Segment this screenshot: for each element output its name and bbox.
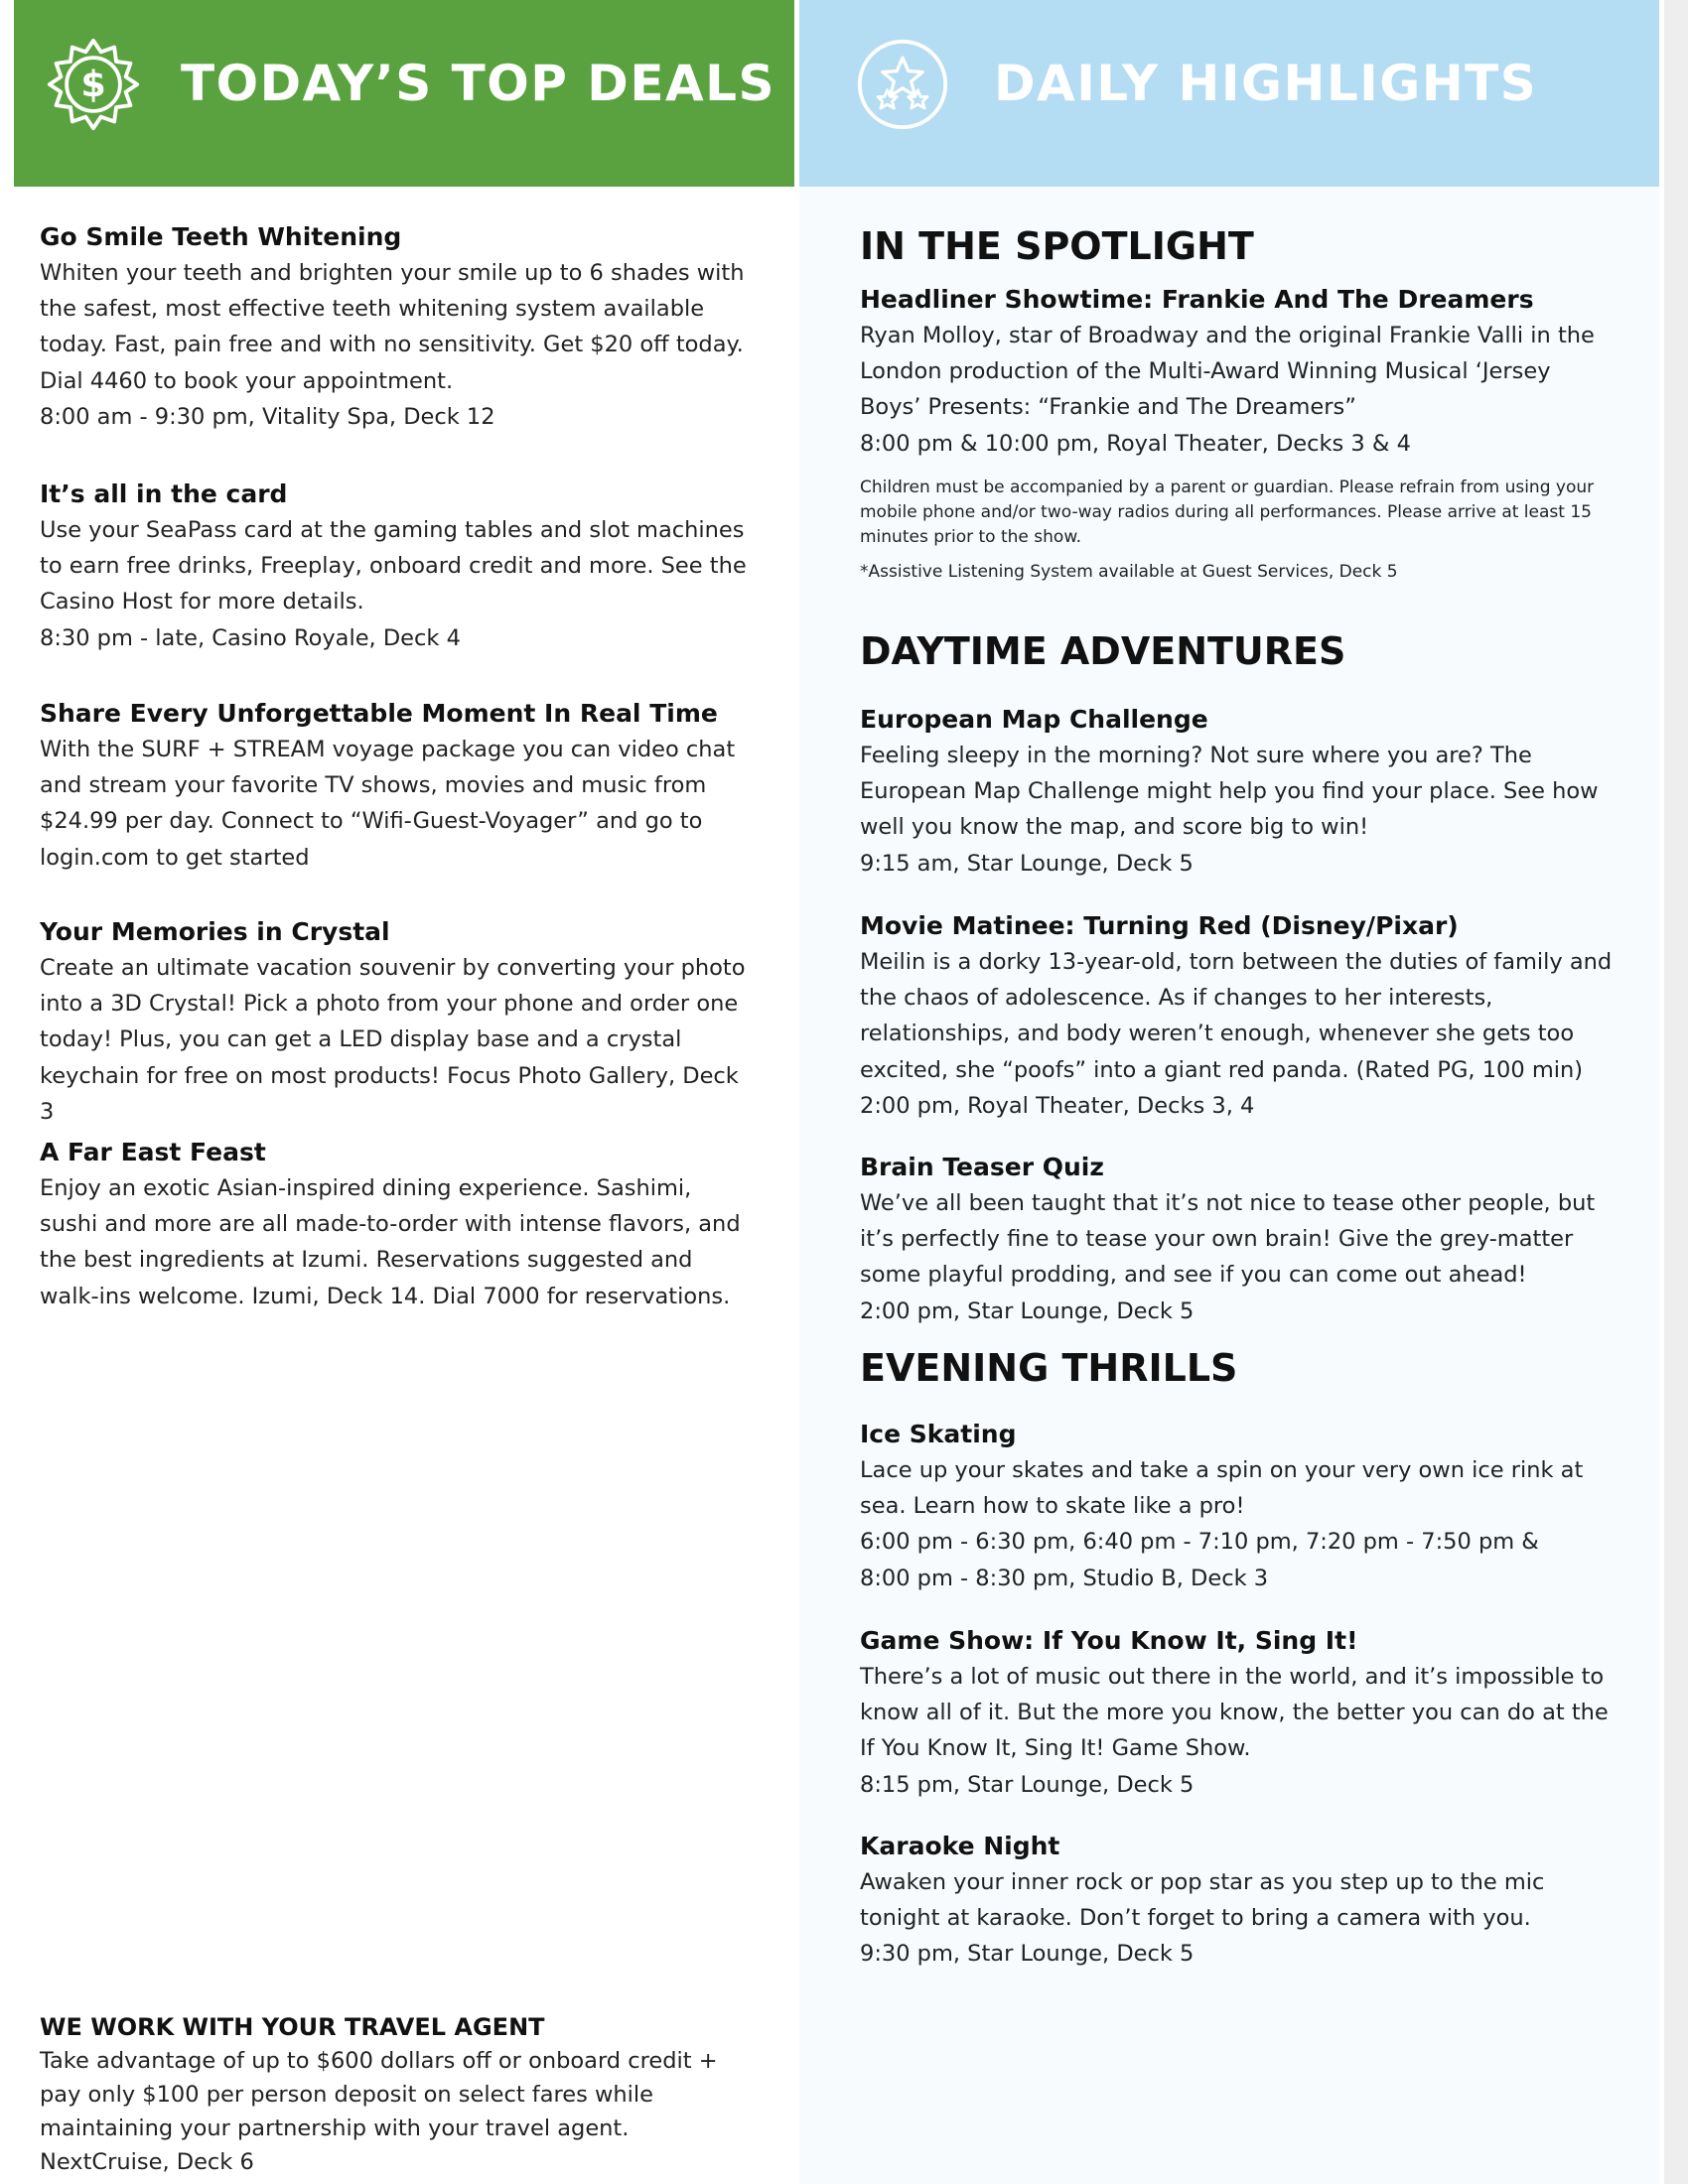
dollar-badge-icon (46, 37, 141, 132)
activity-when: 9:15 am, Star Lounge, Deck 5 (860, 850, 1194, 877)
deal-memories-crystal (40, 914, 750, 1130)
activity-when: 2:00 pm, Royal Theater, Decks 3, 4 (860, 1092, 1255, 1119)
spotlight-note: Children must be accompanied by a parent or guardian. Please refrain from using your mobile phone and/or two-way radios during all performances. Please arrive at least 15 minutes prior to the show. (860, 477, 1595, 547)
section-heading: IN THE SPOTLIGHT (860, 224, 1254, 268)
deal-seapass-card (40, 477, 750, 656)
deal-teeth-whitening (40, 219, 750, 435)
evening-section (860, 1346, 1615, 1390)
deal-when: 8:30 pm - late, Casino Royale, Deck 4 (40, 624, 461, 651)
daytime-section (860, 629, 1615, 673)
activity-title: Karaoke Night (860, 1832, 1060, 1860)
daily-highlights-header (799, 0, 1659, 187)
activity-body: We’ve all been taught that it’s not nice to tease other people, but it’s perfectly fine to tease your own brain! Give the grey-matter some playful prodding, and see if you can come out ahead! (860, 1190, 1596, 1289)
activity-title: Movie Matinee: Turning Red (Disney/Pixar) (860, 911, 1459, 940)
section-heading: EVENING THRILLS (860, 1346, 1238, 1390)
travel-agent-body: Take advantage of up to $600 dollars off or onboard credit + pay only $100 per person deposit on select fares while maintaining your partnership with your travel agent. (40, 2048, 718, 2141)
deal-body: Enjoy an exotic Asian-inspired dining experience. Sashimi, sushi and more are all made-to-order with intense flavors, and the best ingredients at Izumi. Reservations suggested and walk-ins welcome. Izumi, Deck 14. Dial 7000 for reservations. (40, 1175, 741, 1309)
deal-surf-stream (40, 696, 750, 876)
activity-movie-matinee (860, 908, 1615, 1124)
activity-body: Awaken your inner rock or pop star as you step up to the mic tonight at karaoke. Don’t forget to bring a camera with you. (860, 1869, 1545, 1932)
assistive-listening-note: *Assistive Listening System available at Guest Services, Deck 5 (860, 561, 1398, 582)
activity-when: 9:30 pm, Star Lounge, Deck 5 (860, 1941, 1195, 1968)
activity-body: Feeling sleepy in the morning? Not sure where you are? The European Map Challenge might help you find your place. See how well you know the map, and score big to win! (860, 743, 1599, 841)
deal-title: Share Every Unforgettable Moment In Real Time (40, 699, 718, 728)
activity-title: Brain Teaser Quiz (860, 1153, 1104, 1181)
activity-body: Meilin is a dorky 13-year-old, torn between the duties of family and the chaos of adolescence. As if changes to her interests, relationships, and body weren’t enough, whenever she gets too excited, she “poofs” into a giant red panda. (Rated PG, 100 min) (860, 949, 1613, 1083)
spotlight-when: 8:00 pm & 10:00 pm, Royal Theater, Decks 3 & 4 (860, 430, 1411, 457)
travel-agent-title: WE WORK WITH YOUR TRAVEL AGENT (40, 2013, 545, 2041)
deal-title: A Far East Feast (40, 1138, 266, 1166)
activity-brain-teaser (860, 1150, 1615, 1329)
daily-highlights-title: DAILY HIGHLIGHTS (994, 55, 1538, 112)
deal-far-east-feast (40, 1135, 750, 1314)
activity-body: Lace up your skates and take a spin on your very own ice rink at sea. Learn how to skate like a pro! (860, 1457, 1584, 1520)
deal-title: It’s all in the card (40, 479, 288, 508)
activity-when: 2:00 pm, Star Lounge, Deck 5 (860, 1297, 1195, 1324)
activity-title: Ice Skating (860, 1420, 1017, 1448)
deal-when: 8:00 am - 9:30 pm, Vitality Spa, Deck 12 (40, 403, 495, 430)
travel-agent-location: NextCruise, Deck 6 (40, 2149, 254, 2175)
svg-text:$: $ (80, 63, 106, 106)
activity-map-challenge (860, 702, 1615, 882)
activity-when: 8:15 pm, Star Lounge, Deck 5 (860, 1771, 1195, 1798)
activity-game-show (860, 1623, 1615, 1803)
scan-edge (1664, 0, 1688, 2184)
activity-when: 6:00 pm - 6:30 pm, 6:40 pm - 7:10 pm, 7:20 pm - 7:50 pm & 8:00 pm - 8:30 pm, Studio B, Deck 3 (860, 1529, 1539, 1591)
deal-title: Go Smile Teeth Whitening (40, 222, 402, 251)
activity-body: There’s a lot of music out there in the world, and it’s impossible to know all of it. But the more you know, the better you can do at the If You Know It, Sing It! Game Show. (860, 1664, 1609, 1762)
activity-karaoke-night (860, 1829, 1615, 1973)
top-deals-title: TODAY’S TOP DEALS (181, 55, 776, 112)
spotlight-title: Headliner Showtime: Frankie And The Dreamers (860, 285, 1534, 314)
activity-title: Game Show: If You Know It, Sing It! (860, 1626, 1358, 1655)
section-heading: DAYTIME ADVENTURES (860, 629, 1346, 673)
deal-body: Whiten your teeth and brighten your smile up to 6 shades with the safest, most effective teeth whitening system available today. Fast, pain free and with no sensitivity. Get $20 off today. Dial 4460 to book your appointment. (40, 260, 745, 394)
deal-body: Use your SeaPass card at the gaming tables and slot machines to earn free drinks, Freeplay, onboard credit and more. See the Casino Host for more details. (40, 517, 747, 615)
activity-ice-skating (860, 1417, 1615, 1596)
activity-title: European Map Challenge (860, 705, 1208, 734)
star-circle-icon (855, 37, 950, 132)
deal-body: Create an ultimate vacation souvenir by converting your photo into a 3D Crystal! Pick a photo from your phone and order one today! Plus, you can get a LED display base and a crystal keychain for free on most products! Focus Photo Gallery, Deck 3 (40, 955, 746, 1125)
deal-body: With the SURF + STREAM voyage package you can video chat and stream your favorite TV shows, movies and music from $24.99 per day. Connect to “Wifi-Guest-Voyager” and go to login.com to get started (40, 737, 736, 871)
deal-title: Your Memories in Crystal (40, 917, 390, 946)
top-deals-header (14, 0, 794, 187)
spotlight-section (860, 224, 1615, 585)
spotlight-body: Ryan Molloy, star of Broadway and the original Frankie Valli in the London production of the Multi-Award Winning Musical ‘Jersey Boys’ Presents: “Frankie and The Dreamers” (860, 323, 1595, 421)
travel-agent-promo (40, 2011, 750, 2179)
